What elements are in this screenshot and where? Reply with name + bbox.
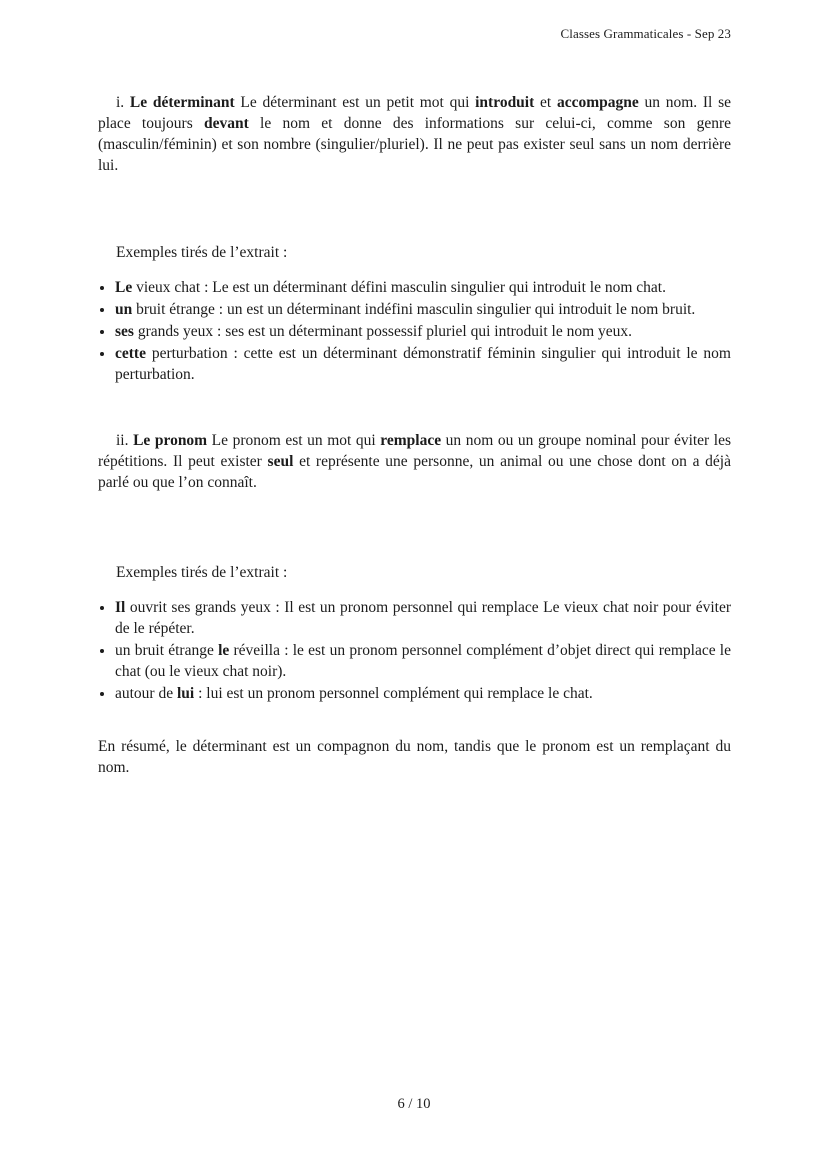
determinant-examples-list — [98, 277, 731, 385]
pronom-examples-label: Exemples tirés de l’extrait : — [116, 564, 288, 581]
page-header: Classes Grammaticales - Sep 23 — [560, 26, 731, 41]
list-item: • Le vieux chat : Le est un déterminant défini masculin singulier qui introduit le nom chat. — [115, 277, 731, 298]
list-item: • autour de lui : lui est un pronom personnel complément qui remplace le chat. — [115, 683, 731, 704]
determinant-intro-paragraph: i. Le déterminant Le déterminant est un petit mot qui introduit et accompagne un nom. Il se place toujours devant le nom et donne des informations sur celui-ci, comme son genre (masculin/féminin) et son nombre (singulier/pluriel). Il ne peut pas exister seul sans un nom derrière lui. — [98, 94, 732, 174]
list-item: • cette perturbation : cette est un déterminant démonstratif féminin singulier qui introduit le nom perturbation. — [115, 343, 731, 385]
pronom-intro-paragraph: ii. Le pronom Le pronom est un mot qui remplace un nom ou un groupe nominal pour éviter les répétitions. Il peut exister seul et représente une personne, un animal ou une chose dont on a déjà parlé ou que l’on connaît. — [98, 432, 732, 491]
determinant-examples-label: Exemples tirés de l’extrait : — [116, 244, 288, 261]
pronom-examples-list — [98, 597, 731, 704]
list-item: • un bruit étrange : un est un déterminant indéfini masculin singulier qui introduit le nom bruit. — [115, 299, 731, 320]
list-item: • un bruit étrange le réveilla : le est un pronom personnel complément d’objet direct qui remplace le chat (ou le vieux chat noir). — [115, 640, 731, 682]
list-item: • ses grands yeux : ses est un déterminant possessif pluriel qui introduit le nom yeux. — [115, 321, 731, 342]
page-number: 6 / 10 — [397, 1096, 431, 1112]
summary-paragraph: En résumé, le déterminant est un compagnon du nom, tandis que le pronom est un remplaçant du nom. — [98, 738, 731, 776]
list-item: • Il ouvrit ses grands yeux : Il est un pronom personnel qui remplace Le vieux chat noir pour éviter de le répéter. — [115, 597, 731, 639]
